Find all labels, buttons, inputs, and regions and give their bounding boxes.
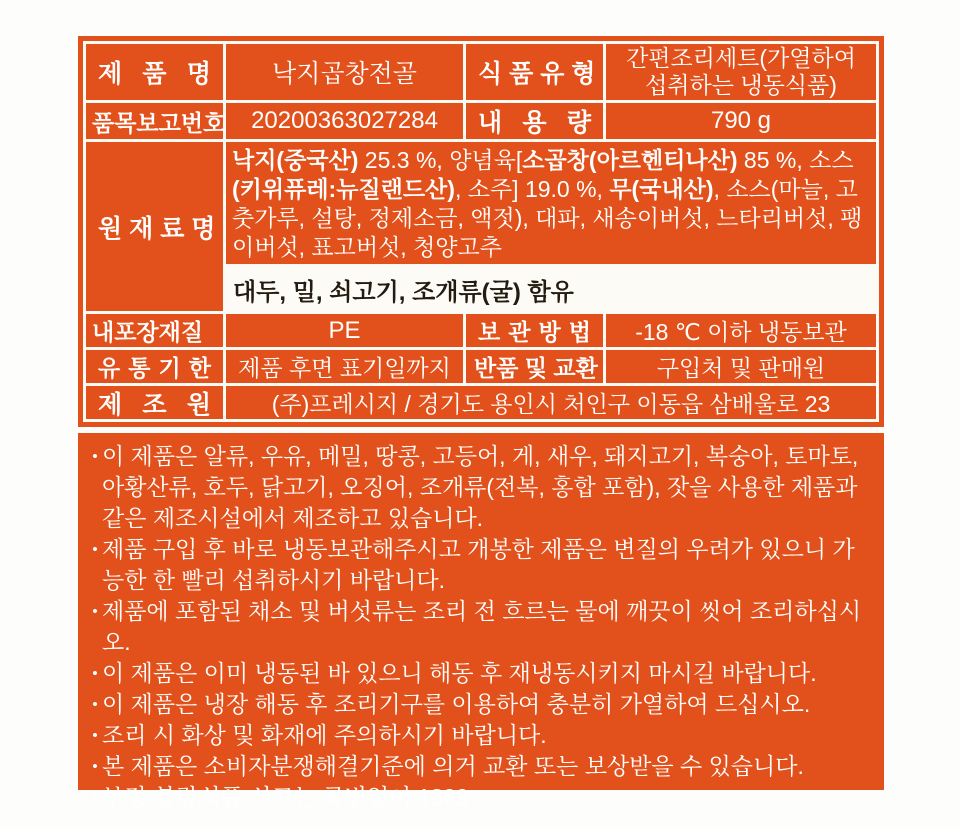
notice-item (88, 782, 872, 813)
manufacturer-label: 제 조 원 (98, 390, 211, 419)
returns-value-cell (606, 350, 876, 383)
report-no-label: 품목보고번호 (92, 109, 226, 136)
notice-item (88, 596, 872, 658)
notice-item (88, 658, 872, 689)
net-weight-value: 790 g (710, 107, 772, 134)
manufacturer-value-cell (226, 386, 876, 419)
net-weight-label-cell (466, 103, 603, 139)
ingredient-run: 무(국내산) (609, 176, 714, 202)
notice-text: 부정·불량식품 신고는 국번없이 1399 (102, 784, 469, 810)
bullet-icon: • (92, 789, 98, 806)
report-no-label-cell (86, 103, 226, 139)
ingredient-run: 소곱창(아르헨티나산) (522, 147, 738, 173)
shelf-life-label-cell (86, 350, 223, 383)
manufacturer-value: (주)프레시지 / 경기도 용인시 처인구 이동읍 삼배울로 23 (271, 391, 831, 417)
product-name-value-cell (226, 44, 463, 100)
notice-item (88, 534, 872, 596)
ingredients-value-cell (226, 142, 876, 264)
inner-packaging-value-cell (226, 314, 463, 347)
notice-item (88, 441, 872, 534)
notice-text: 제품에 포함된 채소 및 버섯류는 조리 전 흐르는 물에 깨끗이 씻어 조리하십시오. (102, 598, 862, 655)
notice-item (88, 689, 872, 720)
storage-label-cell (466, 314, 603, 347)
report-no-value: 20200363027284 (251, 107, 438, 134)
product-name-label: 제 품 명 (98, 60, 211, 88)
food-type-value-cell (606, 44, 876, 100)
storage-value: -18 ℃ 이하 냉동보관 (635, 319, 847, 345)
manufacturer-label-cell (86, 386, 223, 419)
allergen-info-text: 대두, 밀, 쇠고기, 조개류(굴) 함유 (233, 278, 574, 306)
food-type-value: 간편조리세트(가열하여 섭취하는 냉동식품) (626, 45, 856, 98)
product-spec-table (78, 36, 884, 427)
shelf-life-value: 제품 후면 표기일까지 (238, 355, 451, 381)
notice-text: 제품 구입 후 바로 냉동보관해주시고 개봉한 제품은 변질의 우려가 있으니 가능한 한 빨리 섭취하시기 바랍니다. (102, 536, 855, 593)
notice-text: 본 제품은 소비자분쟁해결기준에 의거 교환 또는 보상받을 수 있습니다. (102, 753, 804, 779)
inner-packaging-value: PE (328, 316, 361, 344)
consumer-notices-panel (78, 433, 884, 810)
notice-item (88, 720, 872, 751)
report-no-value-cell (226, 103, 463, 139)
ingredient-run: (키위퓨레:뉴질랜드산) (232, 176, 455, 202)
storage-value-cell (606, 314, 876, 347)
inner-packaging-label-cell (86, 314, 223, 347)
ingredient-run: 85 %, 소스 (737, 147, 854, 173)
product-name-value: 낙지곱창전골 (272, 60, 417, 88)
ingredients-label: 원 재 료 명 (98, 214, 216, 243)
bullet-icon: • (92, 758, 98, 775)
bullet-icon: • (92, 603, 98, 620)
food-type-label-cell (466, 44, 603, 100)
allergen-info-cell (226, 267, 876, 311)
notice-text: 이 제품은 알류, 우유, 메밀, 땅콩, 고등어, 게, 새우, 돼지고기, 복숭아, 토마토, 아황산류, 호두, 닭고기, 오징어, 조개류(전복, 홍합 포함), 잣을 사용한 제품과 같은 제조시설에서 제조하고 있습니다. (102, 443, 859, 531)
notice-item (88, 751, 872, 782)
notice-text: 조리 시 화상 및 화재에 주의하시기 바랍니다. (102, 722, 547, 748)
shelf-life-value-cell (226, 350, 463, 383)
ingredient-run: 낙지(중국산) (232, 147, 359, 173)
ingredient-run: , 소주] 19.0 %, (454, 176, 610, 202)
ingredient-run: 25.3 %, 양념육[ (358, 147, 523, 173)
bullet-icon: • (92, 696, 98, 713)
returns-label-cell (466, 350, 603, 383)
ingredient-run: , 소스(마늘, 고춧가루, 설탕, 정제소금, 액젓), 대파, 새송이버섯, 느타리버섯, 팽이버섯, 표고버섯, 청양고추 (232, 176, 863, 260)
net-weight-value-cell (606, 103, 876, 139)
inner-packaging-label: 내포장재질 (92, 319, 204, 345)
ingredients-label-cell (86, 142, 223, 311)
product-name-label-cell (86, 44, 223, 100)
bullet-icon: • (92, 727, 98, 744)
bullet-icon: • (92, 541, 98, 558)
notice-text: 이 제품은 이미 냉동된 바 있으니 해동 후 재냉동시키지 마시길 바랍니다. (102, 660, 817, 686)
returns-label: 반품 및 교환 (474, 355, 598, 381)
storage-label: 보 관 방 법 (478, 319, 591, 345)
bullet-icon: • (92, 665, 98, 682)
shelf-life-label: 유 통 기 한 (98, 355, 211, 381)
returns-value: 구입처 및 판매원 (656, 355, 826, 381)
notice-text: 이 제품은 냉장 해동 후 조리기구를 이용하여 충분히 가열하여 드십시오. (102, 691, 811, 717)
bullet-icon: • (92, 448, 98, 465)
food-type-label: 식 품 유 형 (478, 60, 596, 88)
net-weight-label: 내 용 량 (478, 109, 591, 137)
